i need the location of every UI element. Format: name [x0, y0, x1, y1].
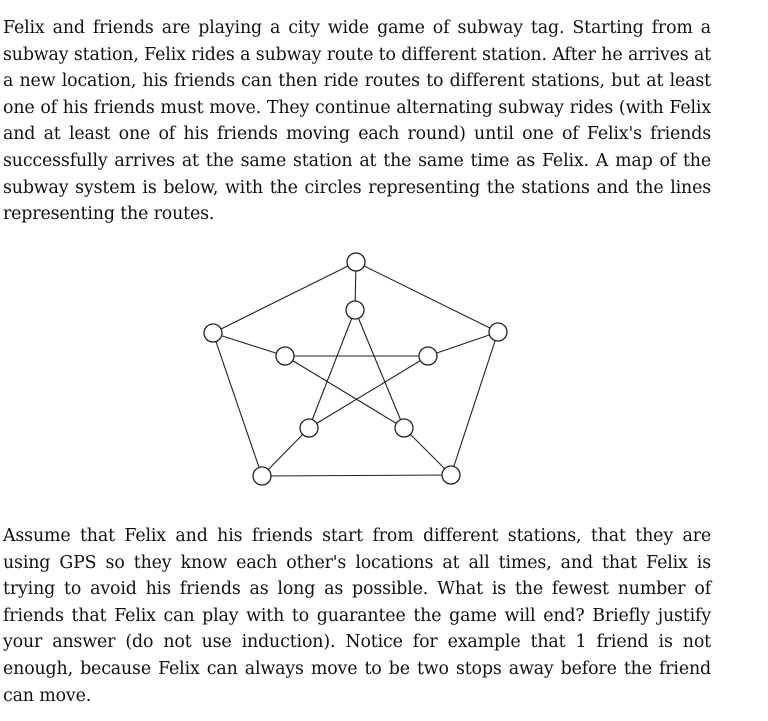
station-inner-bottom-right [395, 419, 413, 437]
route-outer-bottom-left-to-outer-left [213, 333, 262, 476]
subway-stations [204, 253, 507, 485]
problem-question-paragraph: Assume that Felix and his friends start from different stations, that they are using GPS so they know each other's locations at all times, and that Felix is trying to avoid his friends as long as possible. What is the fewest number of friends that Felix can play with to guarantee the game will end? Briefly justify your answer (do not use induction). Notice for example that 1 friend is not enough, because Felix can always move to be two stops away before the friend can move. [3, 526, 711, 706]
station-outer-bottom-left [253, 467, 271, 485]
route-outer-left-to-outer-top [213, 262, 356, 333]
route-outer-top-to-outer-right [356, 262, 498, 332]
station-inner-right [419, 347, 437, 365]
route-inner-bottom-left-to-inner-top [309, 310, 355, 428]
route-inner-bottom-right-to-inner-left [285, 356, 404, 428]
route-outer-bottom-right-to-outer-bottom-left [262, 475, 451, 476]
station-outer-top [347, 253, 365, 271]
station-outer-left [204, 324, 222, 342]
station-outer-right [489, 323, 507, 341]
station-outer-bottom-right [442, 466, 460, 484]
problem-intro-paragraph: Felix and friends are playing a city wide game of subway tag. Starting from a subway station, Felix rides a subway route to different station. After he arrives at a new location, his friends can then ride routes to different stations, but at least one of his friends must move. They continue alternating subway rides (with Felix and at least one of his friends moving each round) until one of Felix's friends successfully arrives at the same station at the same time as Felix. A map of the subway system is below, with the circles representing the stations and the lines representing the routes. [3, 18, 711, 225]
route-outer-bottom-right-to-inner-bottom-right [404, 428, 451, 475]
station-inner-bottom-left [300, 419, 318, 437]
route-outer-right-to-inner-right [428, 332, 498, 356]
route-outer-top-to-inner-top [355, 262, 356, 310]
route-inner-top-to-inner-bottom-right [355, 310, 404, 428]
route-outer-left-to-inner-left [213, 333, 285, 356]
route-outer-bottom-left-to-inner-bottom-left [262, 428, 309, 476]
subway-routes [213, 262, 498, 476]
route-outer-right-to-outer-bottom-right [451, 332, 498, 475]
station-inner-left [276, 347, 294, 365]
route-inner-right-to-inner-bottom-left [309, 356, 428, 428]
station-inner-top [346, 301, 364, 319]
